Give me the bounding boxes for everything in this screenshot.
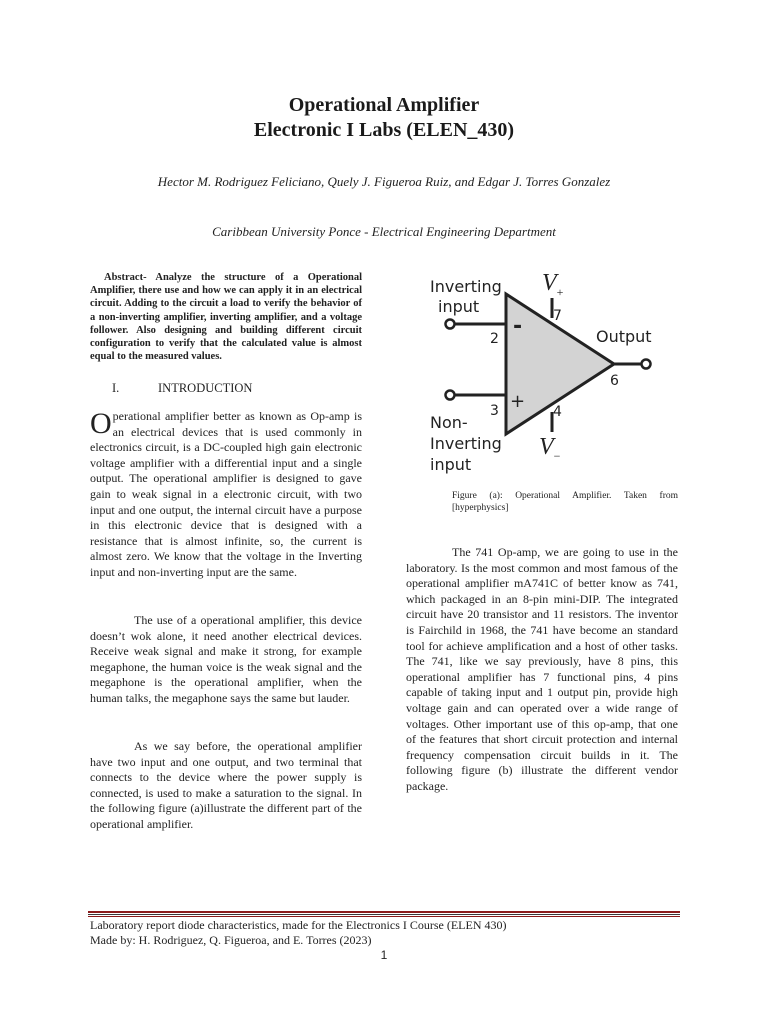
drop-cap: O: [90, 407, 112, 440]
title-line-2: Electronic I Labs (ELEN_430): [253, 119, 515, 141]
label-noninv-1: Non-: [430, 413, 468, 432]
footer: [90, 918, 507, 948]
footer-line-1: Laboratory report diode characteristics, made for the Electronics I Course (ELEN 430): [90, 918, 507, 932]
label-inverting-2: input: [438, 297, 480, 316]
affiliation: Caribbean University Ponce - Electrical Engineering Department: [212, 224, 556, 239]
right-paragraph-1: The 741 Op-amp, we are going to use in the laboratory. Is the most common and most famous of the operational amplifier mA741C of better know as 741, which packaged in an 8-pin mini-DIP. The integrated circuit have 20 transistor and 11 resistors. The inventor is Fairchild in 1968, the 741 have become an standard tool for achieve amplification and a host of other tasks. The 741, like we say previously, have 8 pins, this operational amplifier has 7 functional pins, 4 pins capable of taking input and 1 output pin, provide high voltage gain and can operated over a wide range of voltages. Other important use of this op-amp, that one of the features that short circuit protection and internal frequency compensation circuit builds in it. The following figure (b) illustrate the different vendor package.: [406, 545, 678, 793]
label-noninv-2: Inverting: [430, 434, 502, 453]
inverting-input-terminal: [446, 320, 455, 329]
footer-line-2: Made by: H. Rodriguez, Q. Figueroa, and E. Torres (2023): [90, 933, 372, 947]
vminus-subscript: −: [553, 449, 561, 463]
vplus-letter: V: [542, 270, 557, 296]
intro-paragraph-1: [90, 409, 362, 581]
vminus-letter: V: [539, 434, 554, 460]
section-title: INTRODUCTION: [158, 381, 253, 395]
label-noninv-3: input: [430, 455, 472, 474]
title-line-1: Operational Amplifier: [288, 94, 480, 116]
noninverting-input-terminal: [446, 391, 455, 400]
pin-2-label: 2: [490, 331, 499, 347]
footer-rule-middle: [88, 914, 680, 915]
section-heading-introduction: [112, 381, 252, 396]
paper-title: [0, 93, 768, 143]
intro-paragraph-1-text: perational amplifier better as known as Op-amp is an electrical devices that is used commonly in electronics circuit, is a DC-coupled high gain electronic voltage amplifier with a differential input and a single output. The operational amplifier is designed to gave gain to weak signal in a electronic circuit, with two input and one output, the internal circuit have a purpose in this electronic device that is designed with a resistance that is almost infinite, so, the current is almost zero. We know that the voltage in the Inverting input and non-inverting input are the same.: [90, 409, 362, 579]
page-number: 1: [380, 948, 388, 962]
plus-sign: +: [510, 391, 526, 412]
vminus-label: [539, 434, 561, 463]
section-number: I.: [112, 381, 120, 395]
output-terminal: [642, 360, 651, 369]
op-amp-figure: [410, 262, 672, 478]
authors: Hector M. Rodriguez Feliciano, Quely J. Figueroa Ruiz, and Edgar J. Torres Gonzalez: [157, 174, 611, 189]
label-inverting-1: Inverting: [430, 277, 502, 296]
figure-caption: Figure (a): Operational Amplifier. Taken from [hyperphysics]: [452, 491, 678, 513]
vplus-subscript: +: [556, 285, 564, 299]
footer-rule-top: [88, 911, 680, 913]
pin-3-label: 3: [490, 403, 499, 419]
vplus-label: [542, 270, 564, 299]
minus-sign: -: [513, 314, 523, 339]
pin-6-label: 6: [610, 373, 619, 389]
intro-paragraph-2: The use of a operational amplifier, this device doesn’t wok alone, it need another electrical devices. Receive weak signal and make it strong, for example megaphone, the human voice is the weak signal and the megaphone is the operational amplifier, when the human talks, the megaphone says the same but lauder.: [90, 613, 362, 705]
pin-7-label: 7: [553, 308, 562, 324]
footer-rule-bottom: [88, 916, 680, 917]
pin-4-label: 4: [553, 404, 562, 420]
label-output: Output: [596, 327, 652, 346]
intro-paragraph-3: As we say before, the operational amplifier have two input and one output, and two terminal that connects to the device where the power supply is connected, is used to make a saturation to the signal. In the following figure (a)illustrate the different part of the operational amplifier.: [90, 739, 362, 831]
abstract: Abstract- Analyze the structure of a Operational Amplifier, there use and how we can apply it in an electrical circuit. Adding to the circuit a load to verify the behavior of a non-inverting amplifier, inverting amplifier, and a voltage follower. Also designing and building different circuit configuration to verify that the calculated value is almost equal to the measured values.: [90, 272, 362, 363]
